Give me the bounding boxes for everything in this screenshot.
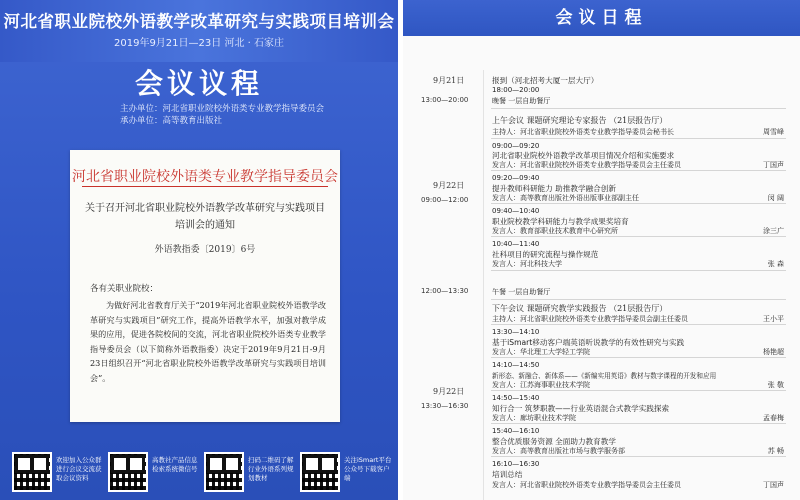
qr-caption: 扫码二维码了解行业外语系列规划教材 xyxy=(248,456,294,482)
row-divider xyxy=(491,390,786,391)
row-divider xyxy=(491,108,786,109)
am-item-time: 09:00—09:20 xyxy=(492,142,540,150)
day1-time: 13:00—20:00 xyxy=(421,96,469,104)
row-divider xyxy=(491,324,786,325)
row-divider xyxy=(491,270,786,271)
day2-am-time: 09:00—12:00 xyxy=(421,196,469,204)
qr-code-icon xyxy=(12,452,52,492)
pm-item-title: 整合优质服务资源 全面助力教育教学 xyxy=(492,437,616,446)
am-item-speaker: 发言人：高等教育出版社外语出版事业部副主任 xyxy=(492,194,639,202)
lunch-text: 午餐 一层自助餐厅 xyxy=(492,288,551,296)
qr-caption: 高教社产品信息检索系统微信号 xyxy=(152,456,198,473)
sponsor-line: 主办单位：河北省职业院校外语类专业教学指导委员会 xyxy=(120,104,325,114)
pm-item-speaker: 发言人：廊坊职业技术学院 xyxy=(492,414,576,422)
am-host-name: 周雪峰 xyxy=(763,128,784,136)
cover-sponsors xyxy=(120,103,324,127)
qr-code-icon xyxy=(300,452,340,492)
am-item-name: 张 森 xyxy=(767,260,784,268)
day1-row-2: 18:00—20:00 xyxy=(492,86,540,94)
am-item-time: 09:20—09:40 xyxy=(492,174,540,182)
notice-heading-line-2: 培训会的通知 xyxy=(175,220,235,231)
am-item-time: 10:40—11:40 xyxy=(492,240,540,248)
notice-body: 为做好河北省教育厅关于“2019年河北省职业院校外语教学改革研究与实践项目”研究工作，提高外语教学水平，加强对教学成果的应用，促进各院校间的交流，河北省职业院校外语类专业教学指导委员会（以下简称外语教指委）决定于2019年9月21日-9月23日组织召开“河北省职业院校外语教学改革研究与实践项目培训会”。 xyxy=(90,300,326,383)
pm-item-time: 13:30—14:10 xyxy=(492,328,540,336)
schedule-page xyxy=(403,0,800,500)
am-item-name: 涂三广 xyxy=(763,227,784,235)
am-item-speaker: 发言人：河北科技大学 xyxy=(492,260,562,268)
cover-agenda-title: 会议议程 xyxy=(134,67,263,100)
am-session-title: 上午会议 课题研究理论专家报告 （21层报告厅） xyxy=(492,116,668,125)
am-item-time: 09:40—10:40 xyxy=(492,207,540,215)
pm-item-name: 孟春梅 xyxy=(763,414,784,422)
am-item-name: 闵 阔 xyxy=(767,194,784,202)
pm-item-name: 杨艳超 xyxy=(763,348,784,356)
notice-document xyxy=(70,150,340,422)
qr-caption: 欢迎加入公众群进行会议交流获取会议资料 xyxy=(56,456,102,482)
pm-item-title: 培训总结 xyxy=(492,470,523,479)
am-item-speaker: 发言人：河北省职业院校外语类专业教学指导委员会主任委员 xyxy=(492,161,681,169)
pm-item-name: 张 敬 xyxy=(767,381,784,389)
qr-code-icon xyxy=(204,452,244,492)
row-divider xyxy=(491,456,786,457)
pm-item-title: 基于iSmart移动客户端英语听说教学的有效性研究与实践 xyxy=(492,338,685,347)
qr-code-icon xyxy=(108,452,148,492)
pm-item-speaker: 发言人：江苏海事职业技术学院 xyxy=(492,381,590,389)
pm-item-time: 16:10—16:30 xyxy=(492,460,540,468)
pm-item-speaker: 发言人：河北省职业院校外语类专业教学指导委员会主任委员 xyxy=(492,481,681,489)
qr-caption: 关注iSmart平台公众号下载客户端 xyxy=(344,456,392,482)
pm-item-time: 14:50—15:40 xyxy=(492,394,540,402)
pm-session-title: 下午会议 课题研究教学实践报告 （21层报告厅） xyxy=(492,304,668,313)
day1-row-3: 晚餐 一层自助餐厅 xyxy=(492,97,551,105)
day1-date: 9月21日 xyxy=(433,76,465,85)
pm-item-speaker: 发言人：高等教育出版社市场与教学服务部 xyxy=(492,447,625,455)
notice-heading xyxy=(84,200,326,234)
day2-am-date: 9月22日 xyxy=(433,181,465,190)
pm-item-title: 知行合一 筑梦职教——行业英语混合式教学实践探索 xyxy=(492,404,670,413)
am-item-title: 社科项目的研究流程与操作规范 xyxy=(492,250,599,259)
am-item-title: 提升教师科研能力 助推教学融合创新 xyxy=(492,184,616,193)
day2-pm-time: 13:30—16:30 xyxy=(421,402,469,410)
am-item-title: 河北省职业院校外语教学改革项目情况介绍和实施要求 xyxy=(492,151,675,160)
schedule-header: 会议日程 xyxy=(403,0,800,36)
notice-red-rule xyxy=(82,186,328,187)
row-divider xyxy=(491,170,786,171)
am-item-speaker: 发言人：教育部职业技术教育中心研究所 xyxy=(492,227,618,235)
brochure-cover xyxy=(0,0,398,500)
row-divider xyxy=(491,357,786,358)
lunch-time: 12:00—13:30 xyxy=(421,287,469,295)
am-item-title: 职业院校教学科研能力与教学成果奖培育 xyxy=(492,217,629,226)
row-divider xyxy=(491,423,786,424)
row-divider xyxy=(491,203,786,204)
pm-item-title: 新形态、新融合、新体系——《新编实用英语》教材与数字课程的开发和应用 xyxy=(492,372,717,380)
cover-title: 河北省职业院校外语教学改革研究与实践项目培训会 xyxy=(3,12,395,31)
organizer-line: 承办单位：高等教育出版社 xyxy=(120,116,223,126)
am-host: 主持人：河北省职业院校外语类专业教学指导委员会秘书长 xyxy=(492,128,674,136)
pm-host-name: 王小平 xyxy=(763,315,784,323)
am-item-name: 丁国声 xyxy=(763,161,784,169)
row-divider xyxy=(491,299,786,300)
notice-org-title: 河北省职业院校外语类专业教学指导委员会 xyxy=(72,169,338,185)
pm-host: 主持人：河北省职业院校外语类专业教学指导委员会副主任委员 xyxy=(492,315,688,323)
pm-item-name: 苏 畅 xyxy=(767,447,784,455)
pm-item-name: 丁国声 xyxy=(763,481,784,489)
cover-date: 2019年9月21日—23日 河北 · 石家庄 xyxy=(114,38,284,49)
row-divider xyxy=(491,236,786,237)
notice-salutation: 各有关职业院校： xyxy=(90,284,159,294)
pm-item-time: 14:10—14:50 xyxy=(492,361,540,369)
notice-number: 外语教指委〔2019〕6号 xyxy=(154,245,256,255)
pm-item-speaker: 发言人：华北理工大学轻工学院 xyxy=(492,348,590,356)
qr-code-row xyxy=(0,450,398,496)
pm-item-time: 15:40—16:10 xyxy=(492,427,540,435)
notice-heading-line-1: 关于召开河北省职业院校外语教学改革研究与实践项目 xyxy=(85,203,325,214)
day1-row-1: 报到（河北招考大厦一层大厅） xyxy=(492,76,599,85)
schedule-divider xyxy=(483,70,484,500)
row-divider xyxy=(491,138,786,139)
day2-pm-date: 9月22日 xyxy=(433,387,465,396)
